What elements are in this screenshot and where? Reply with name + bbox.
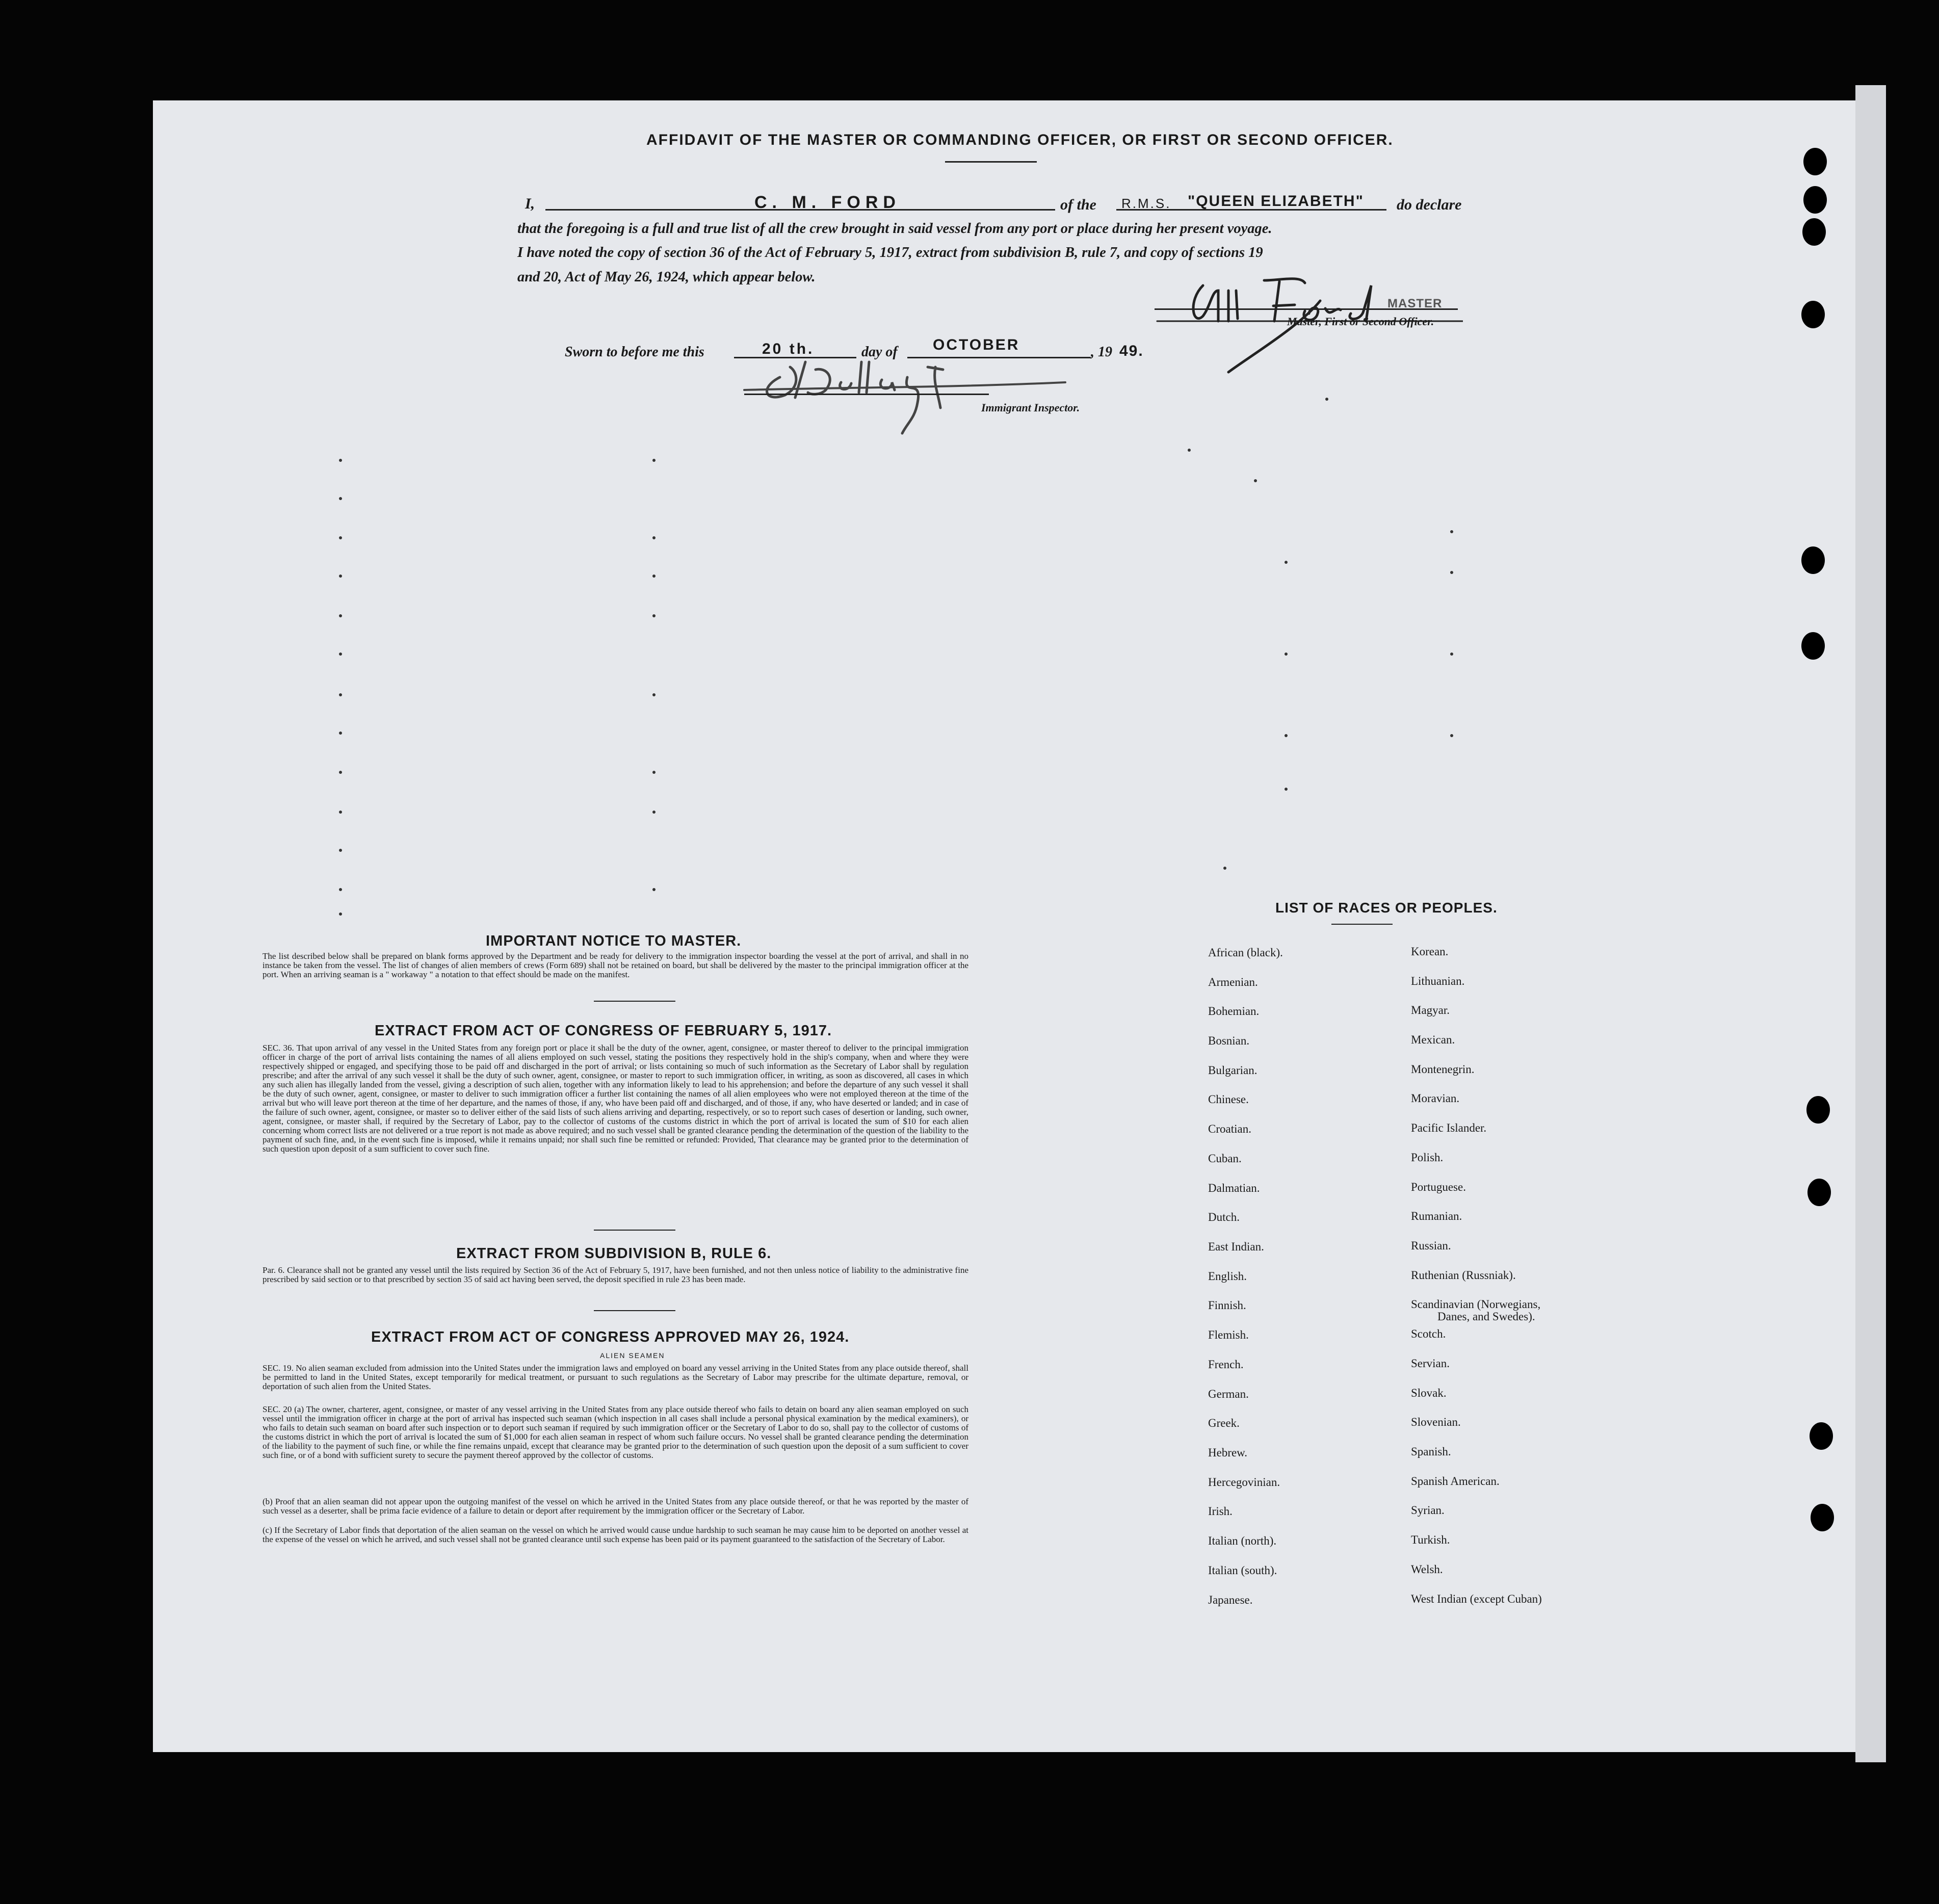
section-rule	[594, 1001, 675, 1002]
race-left-item: Italian (north).	[1208, 1534, 1277, 1547]
races-title-rule	[1331, 924, 1393, 925]
race-left-item: Greek.	[1208, 1417, 1240, 1429]
race-right-item: Spanish.	[1411, 1445, 1451, 1458]
sec20a-body: SEC. 20 (a) The owner, charterer, agent, consignee, or master of any vessel arriving in the United States from any place outside thereof who fails to detain on board any alien seaman employed on such vessel until the immigration officer in charge at the port of arrival has inspected such seaman (which inspection in all cases shall include a personal physical examination by the medical examiners), or who fails to detain such seaman on board after such inspection or to deport such seaman if required by such immigration officer or the Secretary of Labor to do so, shall pay to the collector of customs of the customs district in which the port of arrival is located the sum of $1,000 for each alien seaman in respect of whom such failure occurs. No vessel shall be granted clearance pending the determination of the liability to the payment of such fine, or while the fine remains unpaid, except that clearance may be granted prior to the determination of such question upon the deposit of a sum sufficient to cover such fine, or of a bond with sufficient surety to secure the payment thereof approved by the collector of customs.	[263, 1404, 968, 1460]
race-right-item: Turkish.	[1411, 1533, 1450, 1546]
race-left-item: Flemish.	[1208, 1328, 1249, 1341]
race-right-item: Pacific Islander.	[1411, 1121, 1487, 1134]
sec19-body: SEC. 19. No alien seaman excluded from admission into the United States under the immigration laws and employed on board any vessel arriving in the United States from any place outside thereof, shall be permitted to land in the United States, except temporarily for medical treatment, or pursuant to such regulations as the Secretary of Labor may prescribe for the ultimate departure, removal, or deportation of such alien from the United States.	[263, 1363, 968, 1391]
race-right-item: Korean.	[1411, 945, 1449, 958]
binder-hole	[1801, 632, 1825, 660]
extract-rule6-title: EXTRACT FROM SUBDIVISION B, RULE 6.	[456, 1245, 772, 1262]
race-right-item: Portuguese.	[1411, 1181, 1466, 1193]
affidavit-line4: and 20, Act of May 26, 1924, which appear below.	[517, 269, 816, 285]
sworn-day: 20 th.	[762, 341, 815, 357]
inspector-signature	[739, 347, 1096, 444]
race-left-item: Chinese.	[1208, 1093, 1249, 1106]
race-right-item: Slovak.	[1411, 1387, 1447, 1399]
inspector-caption: Immigrant Inspector.	[981, 401, 1080, 414]
vessel-prefix: R.M.S.	[1121, 196, 1171, 211]
race-left-item: Finnish.	[1208, 1299, 1246, 1312]
race-right-item: Polish.	[1411, 1151, 1444, 1164]
race-left-item: Italian (south).	[1208, 1564, 1277, 1577]
race-right-item: Scandinavian (Norwegians,	[1411, 1298, 1541, 1311]
sworn-year: 49.	[1119, 343, 1144, 359]
race-left-item: Bohemian.	[1208, 1005, 1260, 1018]
master-stamp: MASTER	[1387, 297, 1443, 310]
declarant-label: I,	[525, 195, 535, 212]
vessel-name: "QUEEN ELIZABETH"	[1188, 193, 1364, 210]
race-left-item: Hebrew.	[1208, 1446, 1248, 1459]
binder-hole	[1807, 1179, 1831, 1206]
binder-hole	[1810, 1422, 1833, 1450]
race-right-item-cont: Danes, and Swedes).	[1437, 1310, 1535, 1323]
sec20c-body: (c) If the Secretary of Labor finds that deportation of the alien seaman on the vessel on which he arrived would cause undue hardship to such seaman he may cause him to be deported on another vessel at the expense of the vessel on which he arrived, and such vessel shall not be granted clearance until such expense has been paid or its payment guaranteed to the satisfaction of the Secretary of Labor.	[263, 1525, 968, 1544]
race-right-item: Lithuanian.	[1411, 975, 1465, 987]
master-caption: Master, First or Second Officer.	[1287, 315, 1434, 328]
race-left-item: Armenian.	[1208, 976, 1258, 988]
title-underline	[945, 161, 1037, 163]
race-right-item: Servian.	[1411, 1357, 1450, 1370]
race-left-item: African (black).	[1208, 946, 1283, 959]
sec20b-body: (b) Proof that an alien seaman did not appear upon the outgoing manifest of the vessel on which he arrived in the United States from any place outside thereof, or that he was reported by the master of such vessel as a deserter, shall be prima facie evidence of a failure to detain or deport after requirement by the immigration officer or the Secretary of Labor.	[263, 1497, 968, 1516]
race-left-item: Dalmatian.	[1208, 1182, 1260, 1194]
race-right-item: Syrian.	[1411, 1504, 1445, 1517]
page-edge	[1855, 85, 1886, 1762]
race-left-item: French.	[1208, 1358, 1244, 1371]
race-left-item: Cuban.	[1208, 1152, 1242, 1165]
notice-title: IMPORTANT NOTICE TO MASTER.	[486, 933, 742, 949]
section-rule	[594, 1310, 675, 1311]
race-left-item: Croatian.	[1208, 1123, 1251, 1135]
race-right-item: Welsh.	[1411, 1563, 1443, 1576]
race-left-item: Irish.	[1208, 1505, 1233, 1518]
extract-1917-body: SEC. 36. That upon arrival of any vessel in the United States from any foreign port or place it shall be the duty of the owner, agent, consignee, or master thereof to deliver to the principal immigration officer in charge of the port of arrival lists containing the names of all aliens employed on such vessel, stating the positions they respectively hold in the ship's company, when and where they were respectively shipped or engaged, and specifying those to be paid off and discharged in the port of arrival; or lists containing so much of such information as the Secretary of Labor shall by regulation prescribe; and after the arrival of any such vessel it shall be the duty of such owner, agent, consignee, or master to report to such immigration officer, in writing, as soon as discovered, all cases in which any such alien has illegally landed from the vessel, giving a description of such alien, together with any information likely to lead to his apprehension; and before the departure of any such vessel it shall be the duty of such owner, agent, consignee, or master to deliver to such immigration officer a further list containing the names of all alien employees who were not employed thereon at the time of the arrival but who will leave port thereon at the time of her departure, and the names of those, if any, who have been paid off and discharged, and of those, if any, who have deserted or landed; and in case of the failure of such owner, agent, consignee, or master so to deliver either of the said lists of such aliens arriving and departing, respectively, or so to report such cases of desertion or landing, such owner, agent, consignee, or master shall, if required by the Secretary of Labor, pay to the collector of customs of the customs district in which the port of arrival is located the sum of $10 for each alien concerning whom correct lists are not delivered or a true report is not made as above required; and no such vessel shall be granted clearance pending the determination of the question of the liability to the payment of such fine, and, in the event such fine is imposed, while it remains unpaid; nor shall such fine be remitted or refunded: Provided, That clearance may be granted prior to the determination of such question upon deposit of a sum sufficient to cover such fine.	[263, 1043, 968, 1154]
sworn-month: OCTOBER	[933, 336, 1020, 353]
race-right-item: Rumanian.	[1411, 1210, 1462, 1222]
master-sign-line	[1155, 308, 1458, 310]
binder-hole	[1806, 1096, 1830, 1124]
binder-hole	[1801, 546, 1825, 574]
race-left-item: English.	[1208, 1270, 1247, 1283]
year-prefix: , 19	[1091, 344, 1112, 360]
affidavit-title: AFFIDAVIT OF THE MASTER OR COMMANDING OFFICER, OR FIRST OR SECOND OFFICER.	[646, 132, 1394, 148]
race-right-item: Montenegrin.	[1411, 1063, 1475, 1076]
binder-hole	[1801, 301, 1825, 328]
declare-label: do declare	[1397, 196, 1462, 213]
races-title: LIST OF RACES OR PEOPLES.	[1275, 900, 1498, 916]
race-right-item: Mexican.	[1411, 1033, 1455, 1046]
race-right-item: Ruthenian (Russniak).	[1411, 1269, 1516, 1282]
binder-hole	[1803, 186, 1827, 214]
inspector-sign-line	[744, 394, 989, 395]
race-left-item: Hercegovinian.	[1208, 1476, 1280, 1489]
officer-name: C. M. FORD	[754, 193, 901, 212]
race-left-item: Bosnian.	[1208, 1034, 1250, 1047]
race-right-item: West Indian (except Cuban)	[1411, 1593, 1542, 1605]
race-left-item: East Indian.	[1208, 1240, 1264, 1253]
extract-1917-title: EXTRACT FROM ACT OF CONGRESS OF FEBRUARY 5, 1917.	[375, 1023, 832, 1039]
extract-1924-subtitle: ALIEN SEAMEN	[600, 1351, 665, 1360]
day-of-label: day of	[861, 344, 898, 360]
binder-hole	[1802, 218, 1826, 246]
race-right-item: Scotch.	[1411, 1327, 1446, 1340]
race-right-item: Spanish American.	[1411, 1475, 1500, 1488]
section-rule	[594, 1230, 675, 1231]
notice-body: The list described below shall be prepared on blank forms approved by the Department and be ready for delivery to the immigration inspector boarding the vessel at the port of arrival, and shall in no instance be taken from the vessel. The list of changes of alien members of crews (Form 689) shall not be retained on board, but shall be delivered by the master to the principal immigration officer at the port. When an arriving seaman is a " workaway " a notation to that effect should be made on the manifest.	[263, 951, 968, 979]
race-right-item: Slovenian.	[1411, 1416, 1461, 1428]
race-left-item: Dutch.	[1208, 1211, 1240, 1223]
race-left-item: German.	[1208, 1388, 1249, 1400]
race-right-item: Magyar.	[1411, 1004, 1450, 1016]
affidavit-line2: that the foregoing is a full and true list of all the crew brought in said vessel from any port or place during her present voyage.	[517, 221, 1272, 237]
extract-1924-title: EXTRACT FROM ACT OF CONGRESS APPROVED MAY 26, 1924.	[371, 1329, 850, 1345]
race-left-item: Bulgarian.	[1208, 1064, 1257, 1077]
sworn-label: Sworn to before me this	[565, 344, 704, 360]
binder-hole	[1811, 1504, 1834, 1531]
race-left-item: Japanese.	[1208, 1594, 1253, 1606]
race-right-item: Moravian.	[1411, 1092, 1460, 1105]
extract-rule6-body: Par. 6. Clearance shall not be granted any vessel until the lists required by Section 36 of the Act of February 5, 1917, have been furnished, and not then unless notice of liability to the administrative fine prescribed by said section or to that prescribed by section 35 of said act having been served, the deposit specified in rule 23 has been made.	[263, 1265, 968, 1284]
of-the-label: of the	[1060, 196, 1096, 213]
binder-hole	[1803, 148, 1827, 175]
affidavit-line3: I have noted the copy of section 36 of the Act of February 5, 1917, extract from subdivision B, rule 7, and copy of sections 19	[517, 245, 1263, 260]
race-right-item: Russian.	[1411, 1239, 1451, 1252]
